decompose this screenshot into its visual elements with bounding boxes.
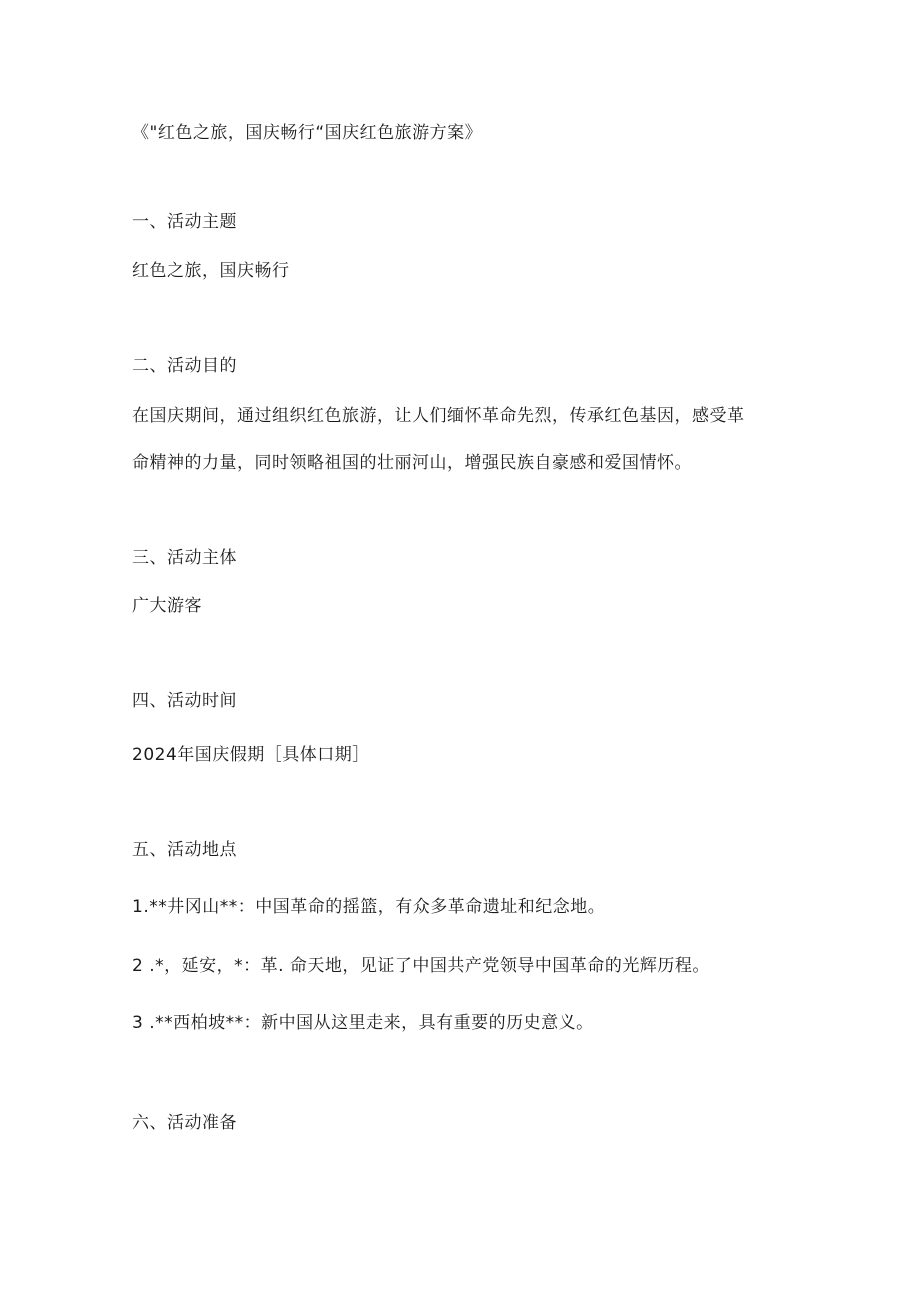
document-title: 《"红色之旅，国庆畅行“国庆红色旅游方案》 xyxy=(132,123,483,143)
section-heading-preparation: 六、活动准备 xyxy=(132,1113,237,1133)
section-body-purpose-line-1: 在国庆期间，通过组织红色旅游，让人们缅怀革命先烈，传承红色基因，感受革 xyxy=(132,406,745,426)
section-body-purpose-line-2: 命精神的力量，同时领略祖国的壮丽河山，增强民族自豪感和爱国情怀。 xyxy=(132,453,692,473)
location-item-3: 3 .**西柏坡**：新中国从这里走来，具有重要的历史意义。 xyxy=(132,1013,594,1033)
section-heading-location: 五、活动地点 xyxy=(132,840,237,860)
section-heading-participants: 三、活动主体 xyxy=(132,548,237,568)
section-heading-time: 四、活动时间 xyxy=(132,691,237,711)
location-item-2: 2 .*，延安，*：革. 命天地，见证了中国共产党领导中国革命的光辉历程。 xyxy=(132,956,710,976)
location-item-1: 1.**井冈山**：中国革命的摇篮，有众多革命遗址和纪念地。 xyxy=(132,897,606,917)
section-body-theme: 红色之旅，国庆畅行 xyxy=(132,261,290,281)
section-heading-purpose: 二、活动目的 xyxy=(132,356,237,376)
section-body-participants: 广大游客 xyxy=(132,596,202,616)
section-body-time: 2024年国庆假期［具体口期］ xyxy=(132,745,370,765)
section-heading-theme: 一、活动主题 xyxy=(132,212,237,232)
